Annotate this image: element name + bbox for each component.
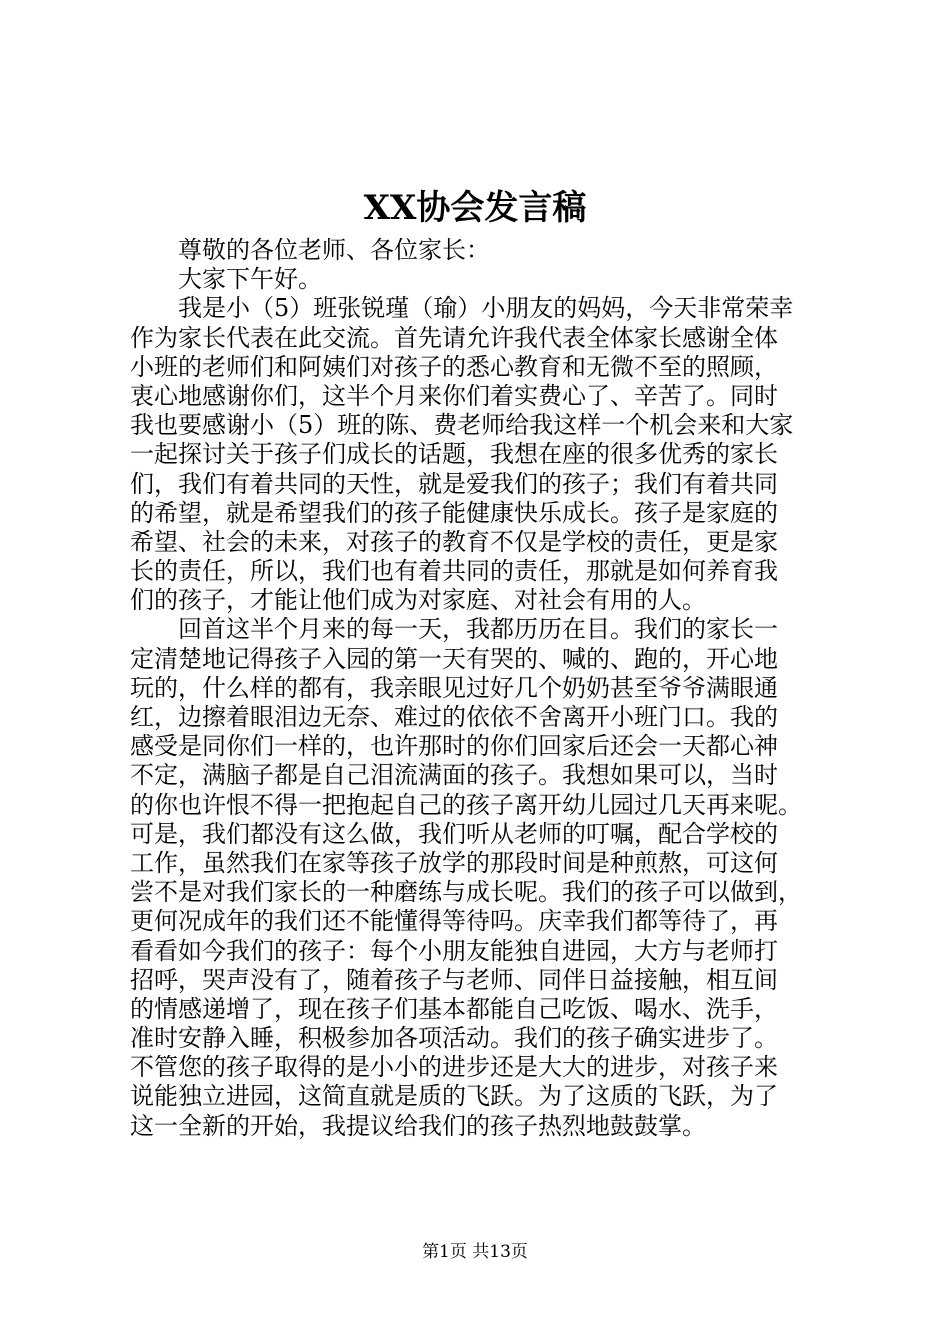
body-line: 的情感递增了，现在孩子们基本都能自己吃饭、喝水、洗手， <box>130 994 778 1023</box>
body-line: 衷心地感谢你们，这半个月来你们着实费心了、辛苦了。同时 <box>130 381 778 410</box>
body-line: 尊敬的各位老师、各位家长： <box>178 236 490 264</box>
body-line: 回首这半个月来的每一天，我都历历在目。我们的家长一 <box>178 615 778 644</box>
body-line: 定清楚地记得孩子入园的第一天有哭的、喊的、跑的，开心地 <box>130 644 778 673</box>
body-line: 红，边擦着眼泪边无奈、难过的依依不舍离开小班门口。我的 <box>130 703 778 731</box>
body-line: 招呼，哭声没有了，随着孩子与老师、同伴日益接触，相互间 <box>130 965 778 994</box>
body-line: 不管您的孩子取得的是小小的进步还是大大的进步，对孩子来 <box>130 1053 778 1082</box>
body-line: 准时安静入睡，积极参加各项活动。我们的孩子确实进步了。 <box>130 1024 778 1053</box>
body-line: 尝不是对我们家长的一种磨练与成长呢。我们的孩子可以做到， <box>130 878 802 907</box>
body-line: 们，我们有着共同的天性，就是爱我们的孩子；我们有着共同 <box>130 469 778 498</box>
body-line: 更何况成年的我们还不能懂得等待吗。庆幸我们都等待了，再 <box>130 907 778 936</box>
document-title: XX协会发言稿 <box>363 188 587 228</box>
body-line: 长的责任，所以，我们也有着共同的责任，那就是如何养育我 <box>130 557 778 586</box>
body-line: 看看如今我们的孩子：每个小朋友能独自进园，大方与老师打 <box>130 936 778 965</box>
body-line: 感受是同你们一样的，也许那时的你们回家后还会一天都心神 <box>130 732 778 761</box>
body-line: 们的孩子，才能让他们成为对家庭、对社会有用的人。 <box>130 586 706 615</box>
body-line: 的你也许恨不得一把抱起自己的孩子离开幼儿园过几天再来呢。 <box>130 790 802 819</box>
body-line: 作为家长代表在此交流。首先请允许我代表全体家长感谢全体 <box>130 323 778 352</box>
body-line: 我也要感谢小（5）班的陈、费老师给我这样一个机会来和大家 <box>130 411 794 440</box>
body-line: 玩的，什么样的都有，我亲眼见过好几个奶奶甚至爷爷满眼通 <box>130 673 778 702</box>
document-body <box>130 236 830 1141</box>
body-line: 大家下午好。 <box>178 265 322 294</box>
body-line: 我是小（5）班张锐瑾（瑜）小朋友的妈妈，今天非常荣幸 <box>178 294 794 323</box>
body-line: 的希望，就是希望我们的孩子能健康快乐成长。孩子是家庭的 <box>130 498 778 527</box>
body-line: 工作，虽然我们在家等孩子放学的那段时间是种煎熬，可这何 <box>130 848 778 877</box>
body-line: 说能独立进园，这简直就是质的飞跃。为了这质的飞跃，为了 <box>130 1082 778 1111</box>
body-line: 一起探讨关于孩子们成长的话题，我想在座的很多优秀的家长 <box>130 440 778 469</box>
page-footer: 第1页 共13页 <box>422 1242 528 1262</box>
body-line: 不定，满脑子都是自己泪流满面的孩子。我想如果可以，当时 <box>130 761 778 790</box>
body-line: 希望、社会的未来，对孩子的教育不仅是学校的责任，更是家 <box>130 527 778 556</box>
body-line: 可是，我们都没有这么做，我们听从老师的叮嘱，配合学校的 <box>130 819 778 848</box>
body-line: 小班的老师们和阿姨们对孩子的悉心教育和无微不至的照顾， <box>130 352 778 381</box>
body-line: 这一全新的开始，我提议给我们的孩子热烈地鼓鼓掌。 <box>130 1111 706 1140</box>
